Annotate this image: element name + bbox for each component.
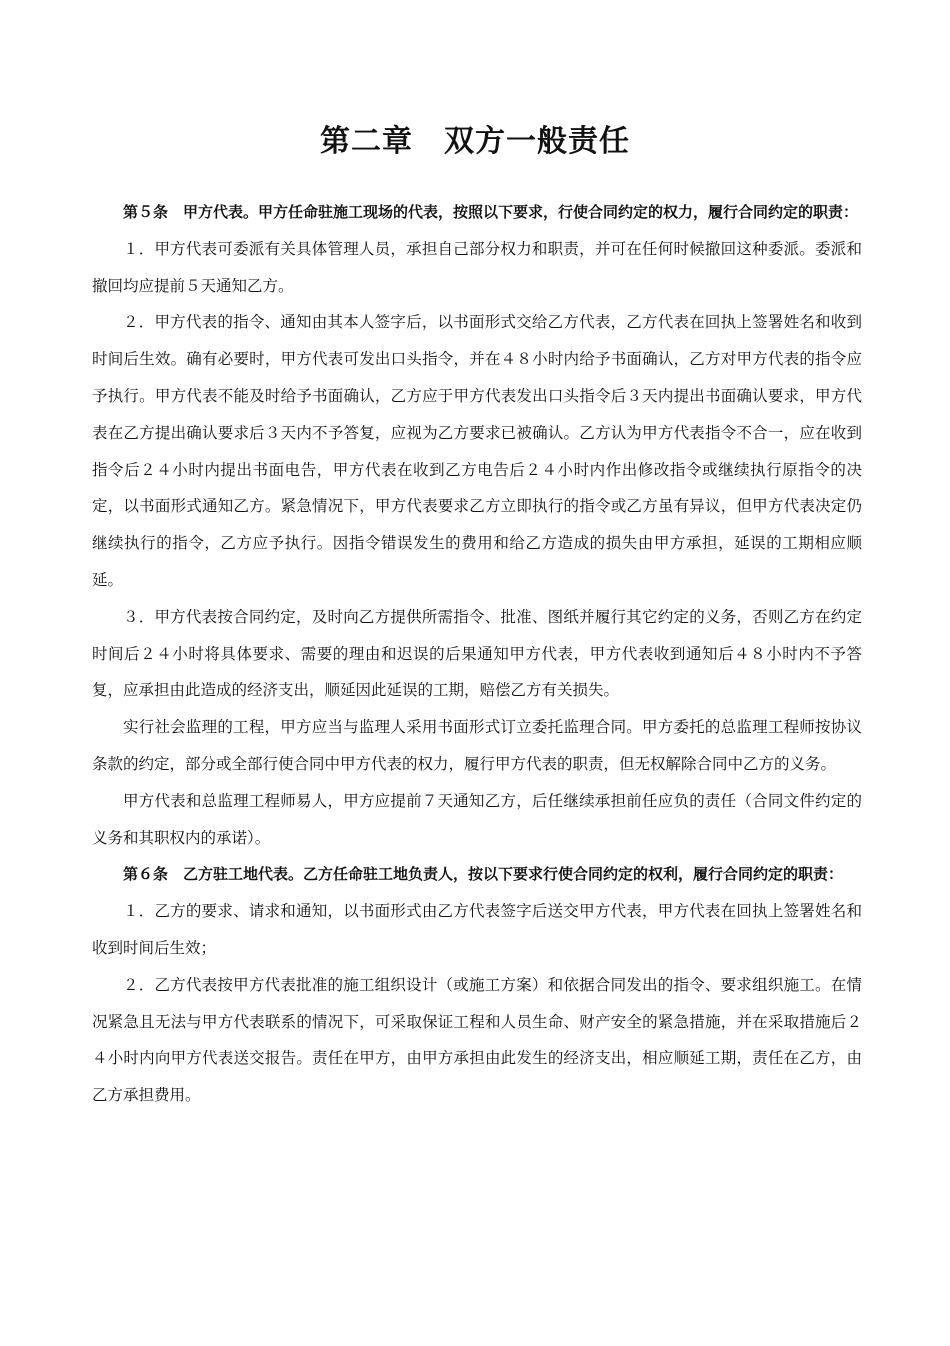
document-body — [92, 194, 862, 1114]
article-6-heading — [92, 856, 862, 893]
chapter-title: 第二章 双方一般责任 — [320, 124, 630, 160]
supervision-paragraph: 实行社会监理的工程，甲方应当与监理人采用书面形式订立委托监理合同。甲方委托的总监理工程师按协议条款的约定，部分或全部行使合同中甲方代表的权力，履行甲方代表的职责，但无权解除合同中乙方的义务。 — [92, 718, 862, 773]
article-5-clause-2: ２．甲方代表的指令、通知由其本人签字后，以书面形式交给乙方代表，乙方代表在回执上签署姓名和收到时间后生效。确有必要时，甲方代表可发出口头指令，并在４８小时内给予书面确认，乙方对甲方代表的指令应予执行。甲方代表不能及时给予书面确认，乙方应于甲方代表发出口头指令后３天内提出书面确认要求，甲方代表在乙方提出确认要求后３天内不予答复，应视为乙方要求已被确认。乙方认为甲方代表指令不合一，应在收到指令后２４小时内提出书面电告，甲方代表在收到乙方电告后２４小时内作出修改指令或继续执行原指令的决定，以书面形式通知乙方。紧急情况下，甲方代表要求乙方立即执行的指令或乙方虽有异议，但甲方代表决定仍继续执行的指令，乙方应予执行。因指令错误发生的费用和给乙方造成的损失由甲方承担，延误的工期相应顺延。 — [92, 313, 862, 589]
article-5-clause-1: １．甲方代表可委派有关具体管理人员，承担自己部分权力和职责，并可在任何时候撤回这种委派。委派和撤回均应提前５天通知乙方。 — [92, 239, 862, 295]
article-5-heading — [92, 194, 862, 231]
article-6-clause-1: １．乙方的要求、请求和通知，以书面形式由乙方代表签字后送交甲方代表，甲方代表在回执上签署姓名和收到时间后生效； — [92, 902, 862, 957]
representative-change-paragraph: 甲方代表和总监理工程师易人，甲方应提前７天通知乙方，后任继续承担前任应负的责任（合同文件约定的义务和其职权内的承诺）。 — [92, 791, 862, 847]
article-5-text: 第５条 甲方代表。甲方任命驻施工现场的代表，按照以下要求，行使合同约定的权力，履行合同约定的职责： — [123, 203, 859, 221]
article-6-text: 第６条 乙方驻工地代表。乙方任命驻工地负责人，按以下要求行使合同约定的权利，履行合同约定的职责： — [123, 865, 844, 884]
article-5-clause-3: ３．甲方代表按合同约定，及时向乙方提供所需指令、批准、图纸并履行其它约定的义务，否则乙方在约定时间后２４小时将具体要求、需要的理由和迟误的后果通知甲方代表，甲方代表收到通知后４８小时内不予答复，应承担由此造成的经济支出，顺延因此延误的工期，赔偿乙方有关损失。 — [92, 607, 862, 700]
article-6-clause-2: ２．乙方代表按甲方代表批准的施工组织设计（或施工方案）和依据合同发出的指令、要求组织施工。在情况紧急且无法与甲方代表联系的情况下，可采取保证工程和人员生命、财产安全的紧急措施，并在采取措施后２４小时内向甲方代表送交报告。责任在甲方，由甲方承担由此发生的经济支出，相应顺延工期，责任在乙方，由乙方承担费用。 — [92, 975, 862, 1105]
